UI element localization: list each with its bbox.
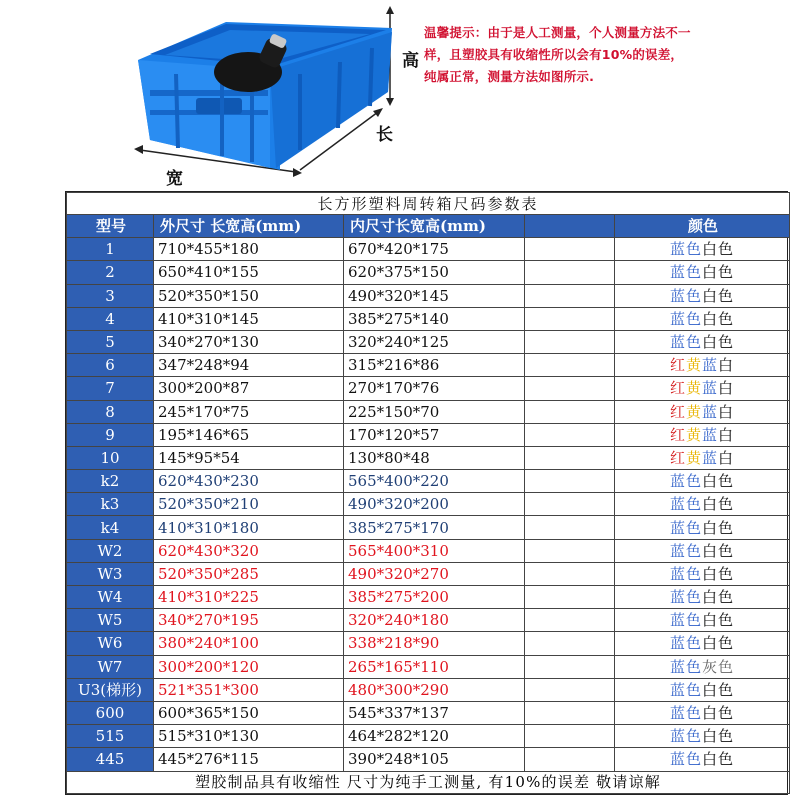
row-colors xyxy=(615,493,790,516)
row-spacer xyxy=(525,400,615,423)
table-row xyxy=(67,446,790,469)
row-model: k3 xyxy=(67,493,154,516)
color-option: 白色 xyxy=(702,634,735,653)
color-option: 红 xyxy=(669,402,686,421)
color-option: 蓝色 xyxy=(669,286,702,305)
color-option: 蓝 xyxy=(702,356,719,375)
table-row xyxy=(67,748,790,771)
row-model: W4 xyxy=(67,586,154,609)
row-colors xyxy=(615,678,790,701)
row-inner-size: 565*400*310 xyxy=(344,539,525,562)
row-model: W3 xyxy=(67,562,154,585)
color-option: 白色 xyxy=(702,309,735,328)
color-option: 蓝色 xyxy=(669,704,702,723)
row-outer-size: 520*350*210 xyxy=(154,493,344,516)
table-row xyxy=(67,307,790,330)
color-option: 蓝 xyxy=(702,425,719,444)
row-outer-size: 620*430*230 xyxy=(154,470,344,493)
row-outer-size: 710*455*180 xyxy=(154,238,344,261)
row-spacer xyxy=(525,516,615,539)
color-option: 白色 xyxy=(702,240,735,259)
measurement-notice: 温馨提示：由于是人工测量，个人测量方法不一样，且塑胶具有收缩性所以会有10%的误差，纯属正常，测量方法如图所示. xyxy=(424,25,691,84)
row-model: 9 xyxy=(67,423,154,446)
color-option: 白 xyxy=(718,402,735,421)
row-outer-size: 445*276*115 xyxy=(154,748,344,771)
table-row xyxy=(67,330,790,353)
color-option: 灰色 xyxy=(702,657,735,676)
header-color: 颜色 xyxy=(615,215,790,238)
row-colors xyxy=(615,284,790,307)
header-outer-size: 外尺寸 长宽高(mm) xyxy=(154,215,344,238)
row-outer-size: 245*170*75 xyxy=(154,400,344,423)
row-inner-size: 565*400*220 xyxy=(344,470,525,493)
row-model: 6 xyxy=(67,354,154,377)
row-spacer xyxy=(525,655,615,678)
table-row xyxy=(67,609,790,632)
row-colors xyxy=(615,655,790,678)
row-inner-size: 545*337*137 xyxy=(344,701,525,724)
row-inner-size: 385*275*140 xyxy=(344,307,525,330)
row-model: U3(梯形) xyxy=(67,678,154,701)
color-option: 白色 xyxy=(702,472,735,491)
table-header-row xyxy=(67,215,790,238)
header-spacer xyxy=(525,215,615,238)
color-option: 蓝色 xyxy=(669,634,702,653)
color-option: 蓝色 xyxy=(669,518,702,537)
color-option: 蓝色 xyxy=(669,333,702,352)
color-option: 白色 xyxy=(702,564,735,583)
row-spacer xyxy=(525,725,615,748)
row-model: 600 xyxy=(67,701,154,724)
row-model: 1 xyxy=(67,238,154,261)
color-option: 蓝色 xyxy=(669,309,702,328)
color-option: 蓝 xyxy=(702,402,719,421)
color-option: 黄 xyxy=(685,425,702,444)
table-row xyxy=(67,725,790,748)
row-outer-size: 410*310*225 xyxy=(154,586,344,609)
table-row xyxy=(67,701,790,724)
table-caption-row xyxy=(67,193,790,215)
color-option: 蓝色 xyxy=(669,564,702,583)
row-spacer xyxy=(525,423,615,446)
color-option: 黄 xyxy=(685,402,702,421)
color-option: 蓝色 xyxy=(669,588,702,607)
row-model: 3 xyxy=(67,284,154,307)
row-spacer xyxy=(525,330,615,353)
color-option: 黄 xyxy=(685,379,702,398)
row-outer-size: 340*270*130 xyxy=(154,330,344,353)
color-option: 蓝色 xyxy=(669,727,702,746)
row-inner-size: 390*248*105 xyxy=(344,748,525,771)
row-colors xyxy=(615,701,790,724)
row-model: k2 xyxy=(67,470,154,493)
color-option: 白色 xyxy=(702,680,735,699)
color-option: 白色 xyxy=(702,611,735,630)
color-option: 白色 xyxy=(702,704,735,723)
row-model: W5 xyxy=(67,609,154,632)
row-colors xyxy=(615,609,790,632)
row-colors xyxy=(615,330,790,353)
width-label: 宽 xyxy=(166,169,183,189)
color-option: 白色 xyxy=(702,333,735,352)
table-footer-row xyxy=(67,771,790,793)
table-row xyxy=(67,493,790,516)
table-row xyxy=(67,539,790,562)
row-model: 515 xyxy=(67,725,154,748)
color-option: 蓝色 xyxy=(669,611,702,630)
color-option: 红 xyxy=(669,425,686,444)
row-spacer xyxy=(525,748,615,771)
color-option: 红 xyxy=(669,448,686,467)
row-inner-size: 480*300*290 xyxy=(344,678,525,701)
row-spacer xyxy=(525,470,615,493)
header-model: 型号 xyxy=(67,215,154,238)
row-inner-size: 464*282*120 xyxy=(344,725,525,748)
color-option: 白色 xyxy=(702,588,735,607)
color-option: 黄 xyxy=(685,448,702,467)
row-outer-size: 195*146*65 xyxy=(154,423,344,446)
row-inner-size: 385*275*200 xyxy=(344,586,525,609)
table-row xyxy=(67,586,790,609)
row-colors xyxy=(615,586,790,609)
row-inner-size: 320*240*180 xyxy=(344,609,525,632)
row-colors xyxy=(615,377,790,400)
row-outer-size: 145*95*54 xyxy=(154,446,344,469)
table-footer-note: 塑胶制品具有收缩性 尺寸为纯手工测量, 有10%的误差 敬请谅解 xyxy=(67,771,790,793)
row-colors xyxy=(615,238,790,261)
blue-crate xyxy=(138,22,392,170)
row-spacer xyxy=(525,678,615,701)
row-inner-size: 315*216*86 xyxy=(344,354,525,377)
row-inner-size: 490*320*270 xyxy=(344,562,525,585)
row-inner-size: 225*150*70 xyxy=(344,400,525,423)
row-outer-size: 520*350*150 xyxy=(154,284,344,307)
row-colors xyxy=(615,446,790,469)
color-option: 白 xyxy=(718,356,735,375)
row-colors xyxy=(615,632,790,655)
color-option: 白色 xyxy=(702,286,735,305)
color-option: 白 xyxy=(718,379,735,398)
row-outer-size: 340*270*195 xyxy=(154,609,344,632)
color-option: 蓝色 xyxy=(669,541,702,560)
size-spec-table xyxy=(65,191,788,795)
row-spacer xyxy=(525,261,615,284)
table-row xyxy=(67,655,790,678)
row-inner-size: 670*420*175 xyxy=(344,238,525,261)
row-outer-size: 300*200*120 xyxy=(154,655,344,678)
row-model: 445 xyxy=(67,748,154,771)
row-colors xyxy=(615,423,790,446)
table-row xyxy=(67,678,790,701)
table-row xyxy=(67,261,790,284)
table-row xyxy=(67,284,790,307)
header-inner-size: 内尺寸长宽高(mm) xyxy=(344,215,525,238)
length-label: 长 xyxy=(376,125,393,145)
row-spacer xyxy=(525,539,615,562)
row-colors xyxy=(615,748,790,771)
row-outer-size: 380*240*100 xyxy=(154,632,344,655)
color-option: 红 xyxy=(669,379,686,398)
color-option: 白色 xyxy=(702,495,735,514)
color-option: 蓝 xyxy=(702,448,719,467)
row-inner-size: 170*120*57 xyxy=(344,423,525,446)
color-option: 蓝色 xyxy=(669,750,702,769)
row-spacer xyxy=(525,307,615,330)
row-model: 7 xyxy=(67,377,154,400)
row-colors xyxy=(615,354,790,377)
row-inner-size: 338*218*90 xyxy=(344,632,525,655)
color-option: 白 xyxy=(718,425,735,444)
row-colors xyxy=(615,400,790,423)
row-model: W2 xyxy=(67,539,154,562)
row-colors xyxy=(615,562,790,585)
row-outer-size: 650*410*155 xyxy=(154,261,344,284)
color-option: 白色 xyxy=(702,727,735,746)
color-option: 蓝色 xyxy=(669,680,702,699)
row-colors xyxy=(615,516,790,539)
row-colors xyxy=(615,470,790,493)
row-model: W6 xyxy=(67,632,154,655)
row-spacer xyxy=(525,354,615,377)
row-model: 10 xyxy=(67,446,154,469)
row-spacer xyxy=(525,609,615,632)
row-colors xyxy=(615,725,790,748)
color-option: 红 xyxy=(669,356,686,375)
row-inner-size: 490*320*200 xyxy=(344,493,525,516)
product-illustration xyxy=(0,0,800,190)
row-outer-size: 410*310*180 xyxy=(154,516,344,539)
row-inner-size: 620*375*150 xyxy=(344,261,525,284)
table-row xyxy=(67,632,790,655)
row-spacer xyxy=(525,377,615,400)
height-label: 高 xyxy=(402,51,419,71)
row-outer-size: 347*248*94 xyxy=(154,354,344,377)
row-inner-size: 385*275*170 xyxy=(344,516,525,539)
row-colors xyxy=(615,539,790,562)
row-model: 5 xyxy=(67,330,154,353)
color-option: 蓝色 xyxy=(669,240,702,259)
color-option: 白色 xyxy=(702,518,735,537)
row-outer-size: 521*351*300 xyxy=(154,678,344,701)
table-row xyxy=(67,400,790,423)
table-row xyxy=(67,470,790,493)
row-spacer xyxy=(525,446,615,469)
row-inner-size: 130*80*48 xyxy=(344,446,525,469)
row-model: 2 xyxy=(67,261,154,284)
color-option: 蓝 xyxy=(702,379,719,398)
row-spacer xyxy=(525,493,615,516)
color-option: 蓝色 xyxy=(669,495,702,514)
row-model: 8 xyxy=(67,400,154,423)
crate-drawing xyxy=(0,0,420,190)
row-model: 4 xyxy=(67,307,154,330)
color-option: 蓝色 xyxy=(669,657,702,676)
table-row xyxy=(67,423,790,446)
row-inner-size: 265*165*110 xyxy=(344,655,525,678)
row-outer-size: 520*350*285 xyxy=(154,562,344,585)
row-inner-size: 270*170*76 xyxy=(344,377,525,400)
table-title: 长方形塑料周转箱尺码参数表 xyxy=(67,193,790,215)
row-spacer xyxy=(525,238,615,261)
color-option: 白色 xyxy=(702,541,735,560)
table-row xyxy=(67,516,790,539)
row-outer-size: 515*310*130 xyxy=(154,725,344,748)
color-option: 蓝色 xyxy=(669,263,702,282)
row-spacer xyxy=(525,284,615,307)
color-option: 白色 xyxy=(702,750,735,769)
table-row xyxy=(67,354,790,377)
row-inner-size: 320*240*125 xyxy=(344,330,525,353)
row-spacer xyxy=(525,562,615,585)
table-row xyxy=(67,562,790,585)
row-model: k4 xyxy=(67,516,154,539)
row-colors xyxy=(615,307,790,330)
row-model: W7 xyxy=(67,655,154,678)
color-option: 黄 xyxy=(685,356,702,375)
color-option: 白 xyxy=(718,448,735,467)
row-spacer xyxy=(525,632,615,655)
row-spacer xyxy=(525,586,615,609)
row-spacer xyxy=(525,701,615,724)
row-colors xyxy=(615,261,790,284)
row-inner-size: 490*320*145 xyxy=(344,284,525,307)
color-option: 蓝色 xyxy=(669,472,702,491)
row-outer-size: 620*430*320 xyxy=(154,539,344,562)
row-outer-size: 300*200*87 xyxy=(154,377,344,400)
row-outer-size: 600*365*150 xyxy=(154,701,344,724)
table-row xyxy=(67,238,790,261)
color-option: 白色 xyxy=(702,263,735,282)
table-row xyxy=(67,377,790,400)
row-outer-size: 410*310*145 xyxy=(154,307,344,330)
